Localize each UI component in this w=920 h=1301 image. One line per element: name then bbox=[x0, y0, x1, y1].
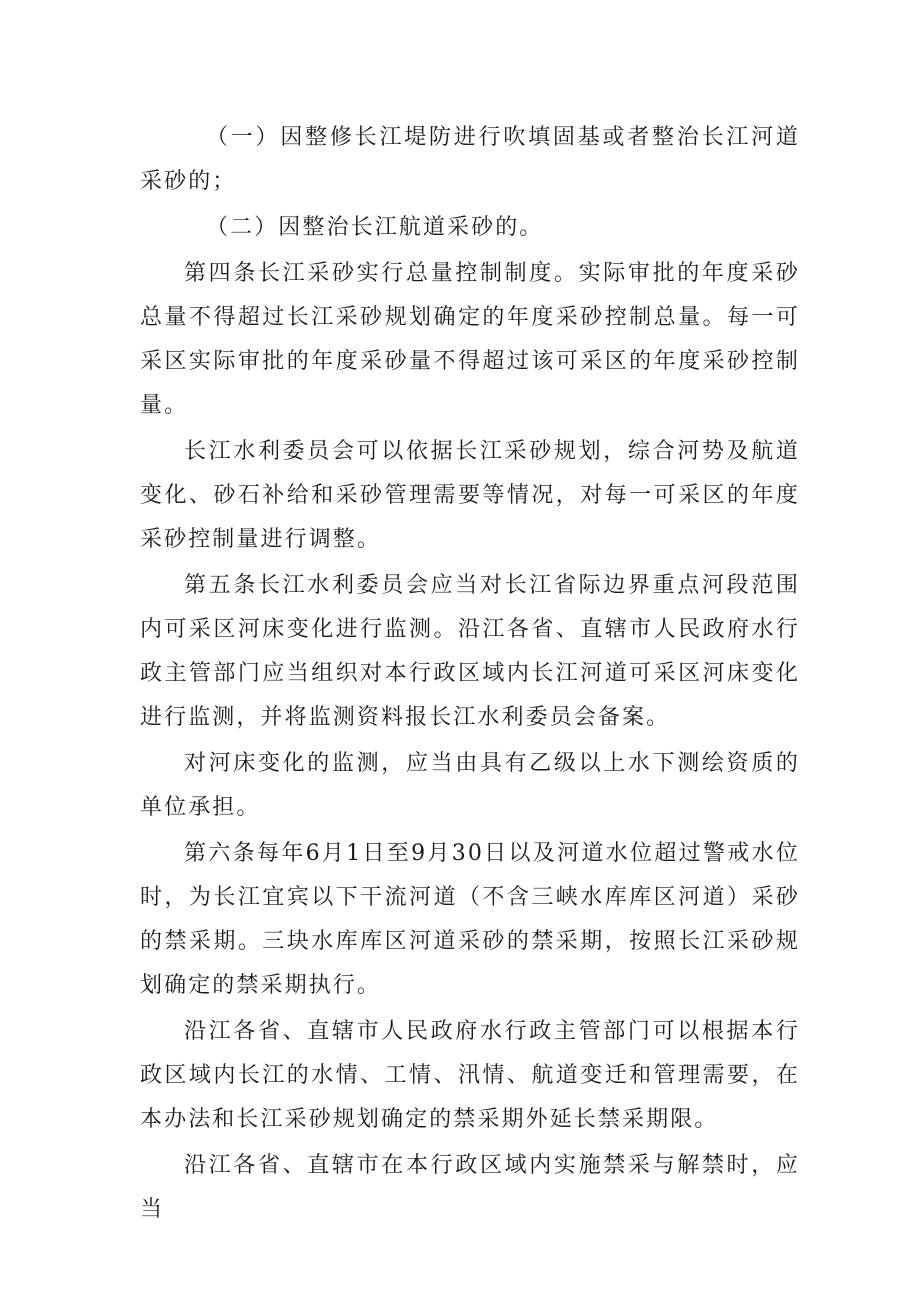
paragraph-article-6: 第六条每年6月1日至9月30日以及河道水位超过警戒水位时，为长江宜宾以下干流河道（不含三峡水库库区河道）采砂的禁采期。三块水库库区河道采砂的禁采期，按照长江采砂规划确定的禁采期执行。 bbox=[140, 841, 800, 998]
paragraph-item-2: （二）因整治长江航道采砂的。 bbox=[206, 215, 544, 240]
paragraph-adjustment: 长江水利委员会可以依据长江采砂规划，综合河势及航道变化、砂石补给和采砂管理需要等情况，对每一可采区的年度采砂控制量进行调整。 bbox=[140, 439, 800, 552]
paragraph-extension: 沿江各省、直辖市人民政府水行政主管部门可以根据本行政区域内长江的水情、工情、汛情、航道变迁和管理需要，在本办法和长江采砂规划确定的禁采期外延长禁采期限。 bbox=[140, 1019, 800, 1132]
paragraph-article-5: 第五条长江水利委员会应当对长江省际边界重点河段范围内可采区河床变化进行监测。沿江各省、直辖市人民政府水行政主管部门应当组织对本行政区域内长江河道可采区河床变化进行监测，并将监测资料报长江水利委员会备案。 bbox=[140, 573, 800, 730]
paragraph-lifting-ban: 沿江各省、直辖市在本行政区域内实施禁采与解禁时，应当 bbox=[140, 1153, 800, 1222]
paragraph-monitoring: 对河床变化的监测，应当由具有乙级以上水下测绘资质的单位承担。 bbox=[140, 751, 800, 820]
paragraph-article-4: 第四条长江采砂实行总量控制制度。实际审批的年度采砂总量不得超过长江采砂规划确定的年度采砂控制总量。每一可采区实际审批的年度采砂量不得超过该可采区的年度采砂控制量。 bbox=[140, 261, 800, 418]
paragraph-item-1: （一）因整修长江堤防进行吹填固基或者整治长江河道采砂的； bbox=[140, 125, 800, 194]
